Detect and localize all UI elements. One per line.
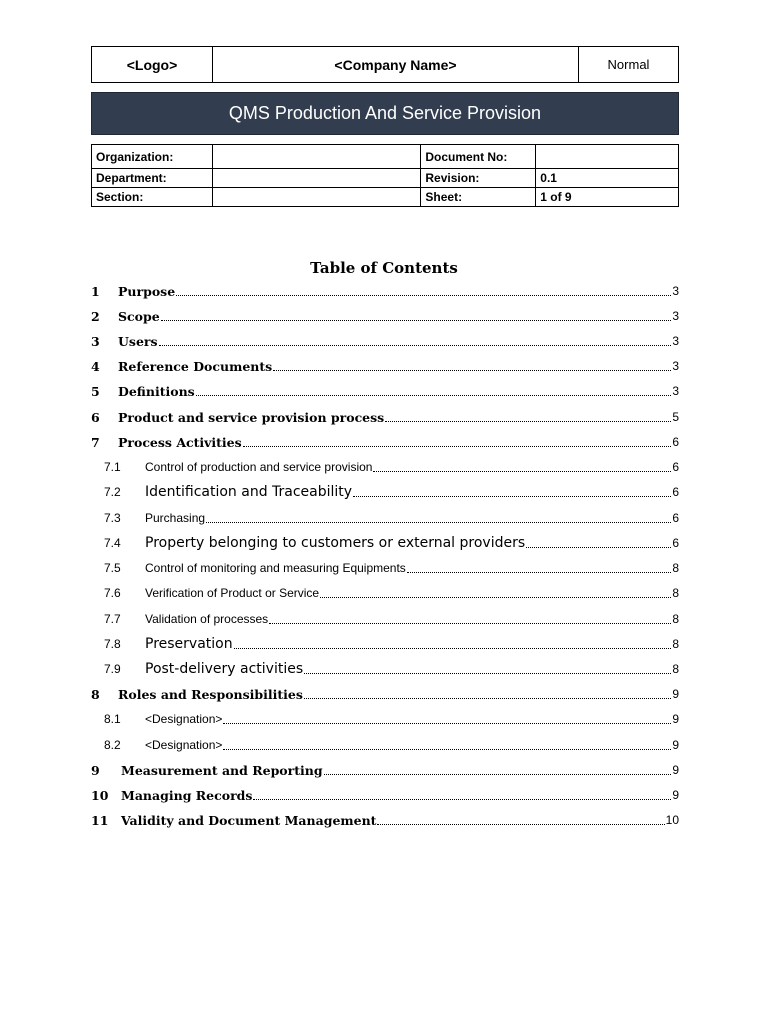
toc-entry[interactable] [91, 657, 679, 681]
document-no-value [536, 145, 679, 169]
toc-entry-page: 5 [672, 410, 679, 424]
toc-entry-title[interactable]: Process Activities [118, 434, 242, 450]
toc-entry[interactable] [91, 733, 679, 757]
sheet-label: Sheet: [421, 188, 536, 207]
toc-dot-leader [373, 470, 671, 472]
toc-entry-title[interactable]: Verification of Product or Service [145, 586, 320, 600]
revision-value: 0.1 [536, 169, 679, 188]
toc-entry-title[interactable]: Managing Records [121, 787, 253, 803]
toc-dot-leader [159, 344, 672, 346]
toc-entry[interactable] [91, 329, 679, 353]
toc-entry-page: 6 [672, 536, 679, 550]
toc-entry[interactable] [91, 354, 679, 378]
toc-entry-page: 10 [665, 813, 679, 827]
toc-entry-page: 8 [672, 662, 679, 676]
toc-entry-page: 8 [672, 586, 679, 600]
toc-entry-page: 3 [672, 284, 679, 298]
toc-entry-page: 9 [672, 738, 679, 752]
toc-entry[interactable] [91, 455, 679, 479]
toc-entry[interactable] [91, 758, 679, 782]
toc-entry-number: 7.6 [104, 586, 121, 600]
toc-entry-number: 11 [91, 812, 109, 828]
toc-dot-leader [176, 294, 671, 296]
toc-entry-page: 3 [672, 384, 679, 398]
toc-entry-number: 5 [91, 383, 100, 399]
toc-dot-leader [273, 369, 671, 371]
toc-entry-number: 10 [91, 787, 109, 803]
toc-entry-title[interactable]: Purpose [118, 283, 176, 299]
toc-entry-number: 7 [91, 434, 100, 450]
toc-entry[interactable] [91, 607, 679, 631]
toc-dot-leader [377, 823, 664, 825]
toc-dot-leader [526, 546, 671, 548]
section-value [212, 188, 420, 207]
section-label: Section: [92, 188, 213, 207]
toc-dot-leader [407, 571, 672, 573]
toc-entry-number: 7.7 [104, 612, 121, 626]
toc-entry[interactable] [91, 430, 679, 454]
toc-dot-leader [234, 647, 672, 649]
department-value [212, 169, 420, 188]
table-row [92, 145, 679, 169]
toc-entry-number: 7.2 [104, 485, 121, 499]
organization-value [212, 145, 420, 169]
toc-entry[interactable] [91, 405, 679, 429]
toc-dot-leader [385, 420, 671, 422]
toc-dot-leader [243, 445, 672, 447]
toc-entry-page: 3 [672, 309, 679, 323]
toc-entry-page: 6 [672, 485, 679, 499]
toc-entry-number: 3 [91, 333, 100, 349]
document-title-banner: QMS Production And Service Provision [91, 92, 679, 135]
toc-dot-leader [353, 495, 671, 497]
toc-entry-title[interactable]: Definitions [118, 383, 195, 399]
toc-entry-title[interactable]: Scope [118, 308, 160, 324]
toc-entry-number: 8.1 [104, 712, 121, 726]
toc-entry-title[interactable]: Preservation [145, 636, 233, 652]
logo-placeholder: <Logo> [92, 47, 213, 82]
toc-entry-page: 6 [672, 511, 679, 525]
table-row [92, 169, 679, 188]
toc-entry-title[interactable]: Purchasing [145, 511, 206, 525]
toc-entry-title[interactable]: Control of production and service provision [145, 460, 373, 474]
toc-entry-title[interactable]: Roles and Responsibilities [118, 686, 303, 702]
toc-entry-title[interactable]: Property belonging to customers or external providers [145, 535, 526, 551]
toc-entry-number: 7.9 [104, 662, 121, 676]
toc-entry-title[interactable]: Validation of processes [145, 612, 269, 626]
toc-entry-title[interactable]: Measurement and Reporting [121, 762, 323, 778]
toc-entry-number: 7.1 [104, 460, 121, 474]
toc-dot-leader [304, 672, 671, 674]
toc-entry-title[interactable]: Post-delivery activities [145, 661, 304, 677]
toc-entry-number: 7.4 [104, 536, 121, 550]
classification-label: Normal [607, 57, 650, 72]
toc-dot-leader [223, 748, 671, 750]
toc-entry-page: 9 [672, 763, 679, 777]
department-label: Department: [92, 169, 213, 188]
toc-entry-page: 8 [672, 637, 679, 651]
toc-entry[interactable] [91, 304, 679, 328]
organization-label: Organization: [92, 145, 213, 169]
toc-entry-title[interactable]: Product and service provision process [118, 409, 385, 425]
toc-entry[interactable] [91, 379, 679, 403]
document-no-label: Document No: [421, 145, 536, 169]
company-name: <Company Name> [213, 47, 579, 82]
toc-entry-page: 9 [672, 712, 679, 726]
toc-entry-page: 9 [672, 687, 679, 701]
toc-entry-title[interactable]: Control of monitoring and measuring Equipments [145, 561, 406, 575]
toc-entry[interactable] [91, 783, 679, 807]
toc-entry[interactable] [91, 279, 679, 303]
toc-entry-title[interactable]: Reference Documents [118, 358, 273, 374]
toc-entry[interactable] [91, 480, 679, 504]
toc-entry-title[interactable]: <Designation> [145, 712, 223, 726]
table-row [92, 188, 679, 207]
toc-entry[interactable] [91, 581, 679, 605]
toc-entry-page: 8 [672, 612, 679, 626]
toc-entry-number: 9 [91, 762, 100, 778]
toc-entry-number: 1 [91, 283, 100, 299]
toc-entry-page: 3 [672, 359, 679, 373]
toc-dot-leader [206, 521, 671, 523]
toc-entry[interactable] [91, 556, 679, 580]
toc-dot-leader [253, 798, 671, 800]
toc-entry[interactable] [91, 632, 679, 656]
toc-heading: Table of Contents [310, 259, 458, 277]
document-header [91, 46, 679, 83]
toc-entry-page: 9 [672, 788, 679, 802]
toc-entry-number: 8.2 [104, 738, 121, 752]
toc-dot-leader [324, 773, 672, 775]
toc-entry-number: 7.3 [104, 511, 121, 525]
toc-entry-page: 8 [672, 561, 679, 575]
toc-entry[interactable] [91, 707, 679, 731]
toc-entry-page: 6 [672, 435, 679, 449]
toc-dot-leader [304, 697, 671, 699]
toc-dot-leader [196, 394, 672, 396]
toc-entry-page: 6 [672, 460, 679, 474]
toc-entry-number: 7.8 [104, 637, 121, 651]
revision-label: Revision: [421, 169, 536, 188]
toc-dot-leader [223, 722, 671, 724]
toc-dot-leader [320, 596, 671, 598]
toc-entry[interactable] [91, 808, 679, 832]
toc-entry[interactable] [91, 682, 679, 706]
toc-entry-number: 7.5 [104, 561, 121, 575]
document-info-table [91, 144, 679, 207]
toc-entry[interactable] [91, 531, 679, 555]
toc-entry[interactable] [91, 506, 679, 530]
toc-entry-number: 2 [91, 308, 100, 324]
toc-entry-title[interactable]: <Designation> [145, 738, 223, 752]
toc-entry-title[interactable]: Validity and Document Management [121, 812, 377, 828]
toc-entry-title[interactable]: Identification and Traceability [145, 484, 353, 500]
toc-dot-leader [269, 622, 671, 624]
toc-entry-number: 8 [91, 686, 100, 702]
toc-entry-title[interactable]: Users [118, 333, 158, 349]
sheet-value: 1 of 9 [536, 188, 679, 207]
toc-entry-number: 4 [91, 358, 100, 374]
toc-dot-leader [161, 319, 672, 321]
toc-entry-number: 6 [91, 409, 100, 425]
toc-entry-page: 3 [672, 334, 679, 348]
